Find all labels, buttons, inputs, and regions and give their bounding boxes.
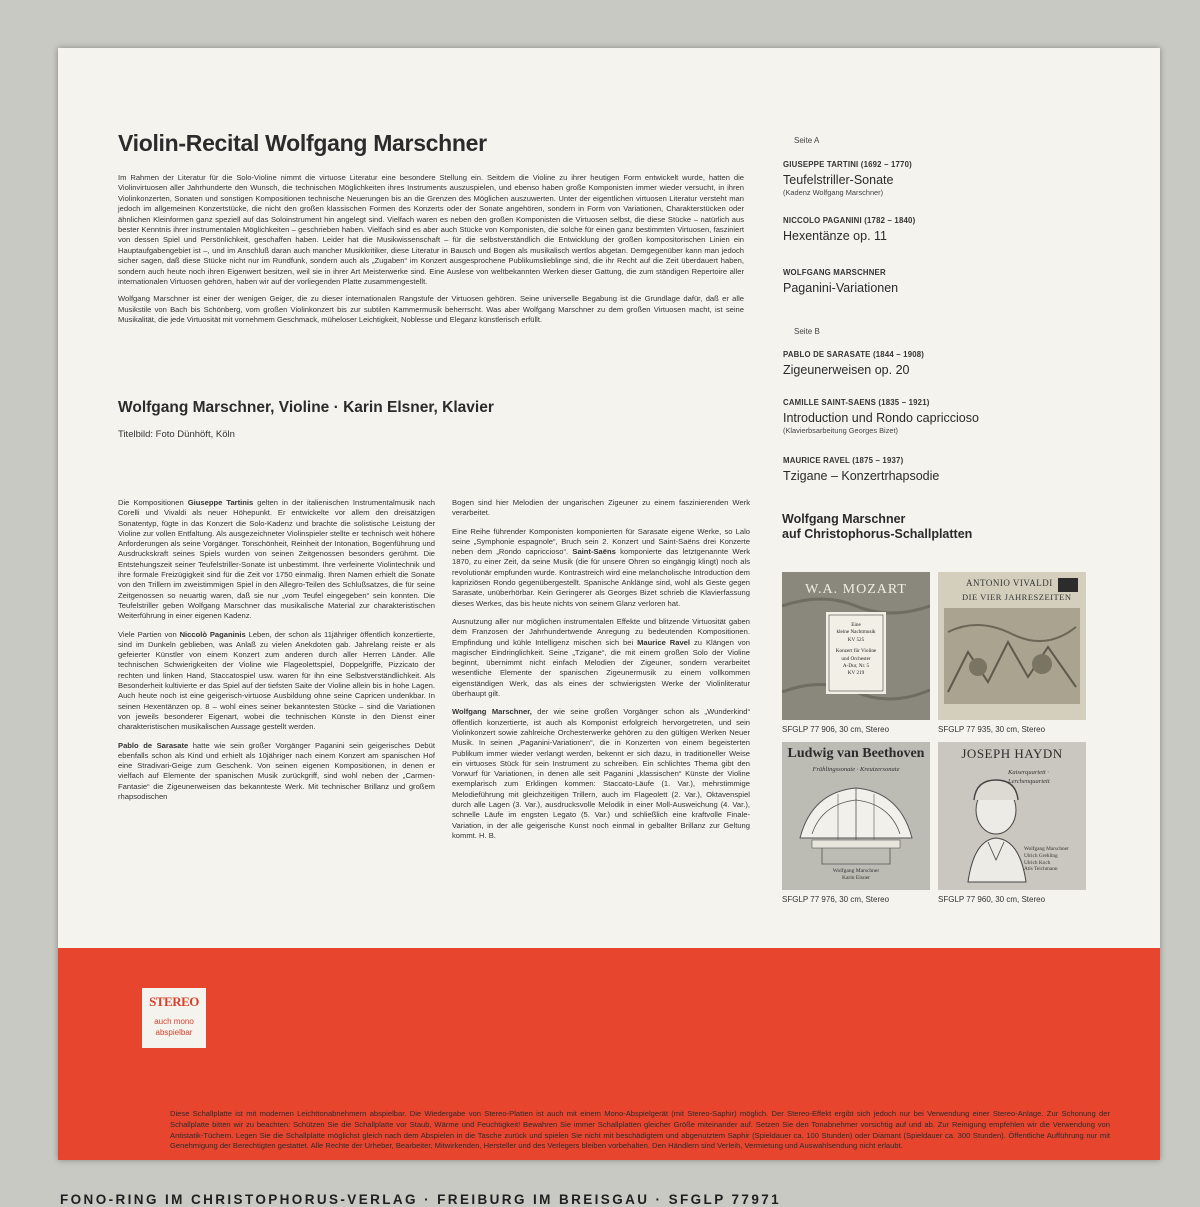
haydn-artists: Wolfgang Marschner Ulrich Grehling Ulrich Koch Atis Teichmann: [1024, 846, 1069, 873]
discography-title: Wolfgang Marschner auf Christophorus-Schallplatten: [782, 512, 973, 541]
track-side-a-3: WOLFGANG MARSCHNER Paganini-Variationen: [783, 268, 899, 295]
album-caption: SFGLP 77 976, 30 cm, Stereo: [782, 895, 890, 904]
album-cover-beethoven: Ludwig van Beethoven Frühlingssonate · Kreutzersonate Wolfgang Marschner Karin Elsner: [782, 742, 930, 890]
liner-paragraph: Bogen sind hier Melodien der ungarischen Zigeuner zu einem faszinierenden Werk verarbeitet.: [452, 498, 750, 518]
intro-paragraph: Wolfgang Marschner ist einer der wenigen Geiger, die zu dieser internationalen Rangstufe der Virtuosen gehören. Seine universelle Begabung ist die Grundlage dafür, daß er alle Musikstile von Bach bis Schönberg, vom großen Violinkonzert bis zur subtilen Kammermusik beherrscht. Was aber Wolfgang Marschner zu dem großen Virtuosen macht, ist seine Musikalität, die jede Virtuosität mit vornehmem Geschmack, müheloser Leichtigkeit, Noblesse und Eleganz künstlerisch erfüllt.: [118, 294, 744, 325]
track-side-b-3: MAURICE RAVEL (1875 – 1937) Tzigane – Konzertrhapsodie: [783, 456, 940, 483]
intro-text: [118, 173, 744, 333]
side-a-label: Seite A: [794, 136, 820, 145]
album-caption: SFGLP 77 935, 30 cm, Stereo: [938, 725, 1046, 734]
liner-paragraph: Viele Partien von Niccolò Paganinis Leben, der schon als 11jähriger öffentlich konzertierte, sind im Dunkeln geblieben, was Anlaß zu vielen Anekdoten gab. Jahrelang reiste er als gefeierter Künstler von einem Konzert zum anderen durch aller Herren Länder. Alle technischen Schwierigkeiten der Violine wie Flageolettspiel, Doppelgriffe, Pizzicato der rechten und linken Hand, Staccatospiel usw. waren für ihn eine Selbstverständlichkeit. Als Besonderheit kultivierte er das Spiel auf der tiefsten Saite der Violine allein bis in hohe Lagen. Auch heute noch ist eine geigerisch-virtuose Ausbildung ohne seine Capricen undenkbar. In seinen Hexentänzen op. 8 – wohl eines seiner bekanntesten Stücke – sind die Variationen von jeweils besonderer Eigenart, wobei die technischen Künste in den Dienst einer charakteristischen musikalischen Aussage gestellt werden.: [118, 629, 435, 732]
album-caption: SFGLP 77 906, 30 cm, Stereo: [782, 725, 890, 734]
album-cover-haydn: JOSEPH HAYDN Kaiserquartett · Lerchenquartett Wolfgang Marschner Ulrich Grehling Ulrich Koch Atis Teichmann: [938, 742, 1086, 890]
mozart-cover-text: Eine kleine Nachtmusik KV 525 Konzert für Violine und Orchester A-Dur, Nr. 5 KV 219: [835, 622, 877, 677]
page-title: Violin-Recital Wolfgang Marschner: [118, 130, 487, 156]
track-side-a-1: GIUSEPPE TARTINI (1692 – 1770) Teufelstriller-Sonate (Kadenz Wolfgang Marschner): [783, 160, 912, 197]
track-side-b-2: CAMILLE SAINT-SAENS (1835 – 1921) Introduction und Rondo capriccioso (Klavierbsarbeitung Georges Bizet): [783, 398, 979, 435]
liner-paragraph: Wolfgang Marschner, der wie seine großen Vorgänger schon als „Wunderkind“ öffentlich konzertierte, ist auch als Komponist erfolgreich hervorgetreten, und sein Violinkonzert sowie zahlreiche Orchesterwerke gehören zu den gültigen Werken Neuer Musik. In seinen „Paganini-Variationen“, die in Konzerten von einem begeisterten Publikum immer wieder verlangt werden, bekennt er sich dazu, in traditioneller Weise ein virtuoses Stück für sein Instrument zu schreiben. Ein schlichtes Thema gibt den Vorwurf für Variationen, in denen alle seit Paganini „klassischen“ Künste der Violine exemplarisch zum Erklingen kommen: Staccato-Läufe (1. Var.), mehrstimmige Melodieführung mit gleichzeitigen Trillern, auch im Flageolett (2. Var.), Oktavenspiel durch alle Lagen (3. Var.), ausdrucksvolle Melodik in einer Moll-Ausweichung (4. Var.), schnelle Läufe im engsten Legato (5. Var.) und schließlich eine kraftvolle Finale-Variation, in der alle geigerische Kunst noch einmal in geballter Brillanz zur Geltung kommt. H. B.: [452, 707, 750, 840]
liner-notes-column-2: [452, 498, 750, 849]
liner-paragraph: Eine Reihe führender Komponisten komponierten für Sarasate eigene Werke, so Lalo seine „Symphonie espagnole“, Bruch sein 2. Konzert und Saint-Saëns drei Konzerte neben dem „Rondo capriccioso“. Saint-Saëns komponierte das letztgenannte Werk 1870, zu einer Zeit, da seine Musik (die für unsere Ohren so eingängig klingt) noch als revolutionär empfunden wurde. Kontrastreich wird eine melancholische Introduction dem kapriziösen Rondo gegenübergestellt. Spanische Anklänge sind, wohl als Geste gegen Sarasate, unüberhörbar. Kein Geringerer als Georges Bizet schrieb die Klavierfassung dieses Werkes, das bis heute nichts von seinem Glanz verloren hat.: [452, 526, 751, 608]
record-sleeve-back: [58, 48, 1160, 1160]
track-side-a-2: NICCOLO PAGANINI (1782 – 1840) Hexentänze op. 11: [783, 216, 916, 243]
stereo-badge: STEREO auch mono abspielbar: [142, 988, 206, 1048]
liner-paragraph: Ausnutzung aller nur möglichen instrumentalen Effekte und blitzende Virtuosität gaben dem Franzosen der Jahrhundertwende Anregung zu bedeutenden Kompositionen. Empfindung und kühle Intelligenz mischen sich bei Maurice Ravel zu Klängen von magischer Eindringlichkeit. Seine „Tzigane“, die mit einem großen Solo der Violine beginnt, übernimmt nicht einfach Melodien der Zigeuner, sondern verarbeitet wesentliche Elemente der spanischen Zigeunermusik zu einem vollkommen eigenständigen Werk, das als eines der schwierigsten Werke der Violinliteratur überhaupt gilt.: [452, 616, 751, 699]
liner-notes-column-1: [118, 498, 435, 810]
side-b-label: Seite B: [794, 327, 820, 336]
publisher-footer: FONO-RING IM CHRISTOPHORUS-VERLAG · FREIBURG IM BREISGAU · SFGLP 77971: [60, 1192, 782, 1207]
album-cover-vivaldi: ANTONIO VIVALDI DIE VIER JAHRESZEITEN: [938, 572, 1086, 720]
performers-line: Wolfgang Marschner, Violine · Karin Elsner, Klavier: [118, 399, 494, 416]
track-side-b-1: PABLO DE SARASATE (1844 – 1908) Zigeunerweisen op. 20: [783, 350, 925, 377]
liner-paragraph: Pablo de Sarasate hatte wie sein großer Vorgänger Paganini sein geigerisches Debüt ebenfalls schon als Kind und erhielt als 10jähriger nach einem Konzert am spanischen Hof eine Stradivari-Geige zum Geschenk. Von seinen eigenen Kompositionen, in denen er vielfach auf Elemente der spanischen Musik zurückgriff, sind wohl neben der „Carmen-Fantasie“ die Zigeunerweisen das bekannteste Werk. Mit technischer Brillanz und großem rhapsodischen: [118, 740, 435, 802]
cover-photo-credit: Titelbild: Foto Dünhöft, Köln: [118, 429, 235, 440]
playback-notice: Diese Schallplatte ist mit modernen Leichttonabnehmern abspielbar. Die Wiedergabe von Stereo-Platten ist auch mit einem Mono-Abspielgerät (mit Stereo-Saphir) möglich. Der Stereo-Effekt ergibt sich jedoch nur bei Verwendung einer Stereo-Anlage. Zur Schonung der Schallplatte bitten wir zu beachten: Schützen Sie die Schallplatte vor Staub, Wärme und Feuchtigkeit! Bewahren Sie immer Schallplatten gleicher Größe miteinander auf. Setzen Sie den Tonabnehmer vorsichtig auf und ab. Zur Reinigung empfehlen wir die Verwendung von Antistatik-Tüchern. Legen Sie die Schallplatte möglichst gleich nach dem Abspielen in die Tasche zurück und spielen Sie nicht mit beschädigtem und abgenutztem Saphir (Spieldauer ca. 100 Stunden) oder Diamant (Spieldauer ca. 300 Stunden). Öffentliche Aufführung nur mit Genehmigung der Berechtigten gestattet. Alle Rechte der Urheber, Bearbeiter, Mitwirkenden, Hersteller und des Verlegers bleiben vorbehalten. Den Händlern sind Verleih, Vermietung und Auswahlsendung nicht erlaubt.: [170, 1109, 1110, 1151]
beethoven-artists: Wolfgang Marschner Karin Elsner: [832, 868, 880, 881]
intro-paragraph: Im Rahmen der Literatur für die Solo-Violine nimmt die virtuose Literatur eine besondere Stellung ein. Seitdem die Violine zu ihrer heutigen Form entwickelt wurde, hatten die Violinvirtuosen aller Jahrhunderte den Wunsch, die technischen Möglichkeiten ihres Instruments auszuspielen, und ebenso haben große Komponisten immer wieder versucht, in ihren Violinkonzerten, Sonaten und sonstigen Kompositionen technische Neuerungen bis an die Grenzen des Möglichen auszuwerten. Unter der eigentlichen virtuosen Literatur versteht man jedoch im allgemeinen Konzertstücke, die nicht den großen klassischen Formen des Konzerts oder der Sonate angehören, sondern in Form von Variationen, Charakterstücken oder ähnlichen Kleinformen ganz speziell auf das Soloinstrument hin angelegt sind. Vielfach waren es neben den großen Komponisten die Virtuosen selbst, die diese Stücke – natürlich aus bester Kenntnis ihrer instrumentalen Möglichkeiten – geschrieben haben. Vielfach sind es aber auch Stücke von Komponisten, die solche für einen ganz bestimmten Virtuosen, fasziniert von dessen Spiel und Persönlichkeit, geschaffen haben. Leider hat die Musikwissenschaft – für die selbstverständlich die Entwicklung der großen kompositorischen Linien ein Hauptaufgabengebiet ist –, und im Anschluß daran auch mancher Musikkritiker, diese Literatur in Bausch und Bogen als musikalisch wertlos abgetan. Demgegenüber kann man jedoch sicher sagen, daß diese Stücke nicht nur im Rundfunk, sondern auch als „Zugaben“ im Konzert ausgesprochene Publikumslieblinge sind, die ihr Recht auf die Zeit überdauert haben, sondern auch heute noch ihren Eigenwert besitzen, weil sie in ihrer Art Meisterwerke sind. Eine Auslese von weltbekannten Werken dieser Gattung, die zum ständigen Repertoire aller internationalen Virtuosen gehören, haben wir auf der vorliegenden Platte zusammengestellt.: [118, 173, 744, 287]
album-cover-mozart: W.A. MOZART Eine kleine Nachtmusik KV 525 Konzert für Violine und Orchester A-Dur, Nr. 5 KV 219: [782, 572, 930, 720]
album-caption: SFGLP 77 960, 30 cm, Stereo: [938, 895, 1046, 904]
liner-paragraph: Die Kompositionen Giuseppe Tartinis gelten in der italienischen Instrumentalmusik nach Corelli und Vivaldi als neuer Höhepunkt. Er entwickelte vor allem den dreisätzigen Sonatentyp, fügte in das Konzert die Solo-Kadenz und brachte die solistische Leistung der Violine zur vollen Entfaltung. Als ausgezeichneter Violinspieler stellte er technisch weit höhere Anforderungen als seine Vorgänger. Tonschönheit, Reinheit der Intonation, Bogenführung und Ausdruckskraft seines Spiels wurden von seinen Zeitgenossen besonders gerühmt. Die Entstehungszeit seiner Teufelstriller-Sonate ist unbestimmt. Ihre verfeinerte Violintechnik und ihre formale Freizügigkeit sind für die Zeit vor 1750 einmalig. Ihren Namen erhielt die Sonate von den Trillern im zweistimmigen Spiel in den Allegro-Teilen des Schlußsatzes, die für seine Zeitgenossen so neuartig waren, daß sie nur „vom Teufel eingegeben“ sein konnten. Die Teufelstriller geben Wolfgang Marschner das musikalische Material zur charakteristischen Weiterführung in einer eigenen Kadenz.: [118, 498, 435, 621]
